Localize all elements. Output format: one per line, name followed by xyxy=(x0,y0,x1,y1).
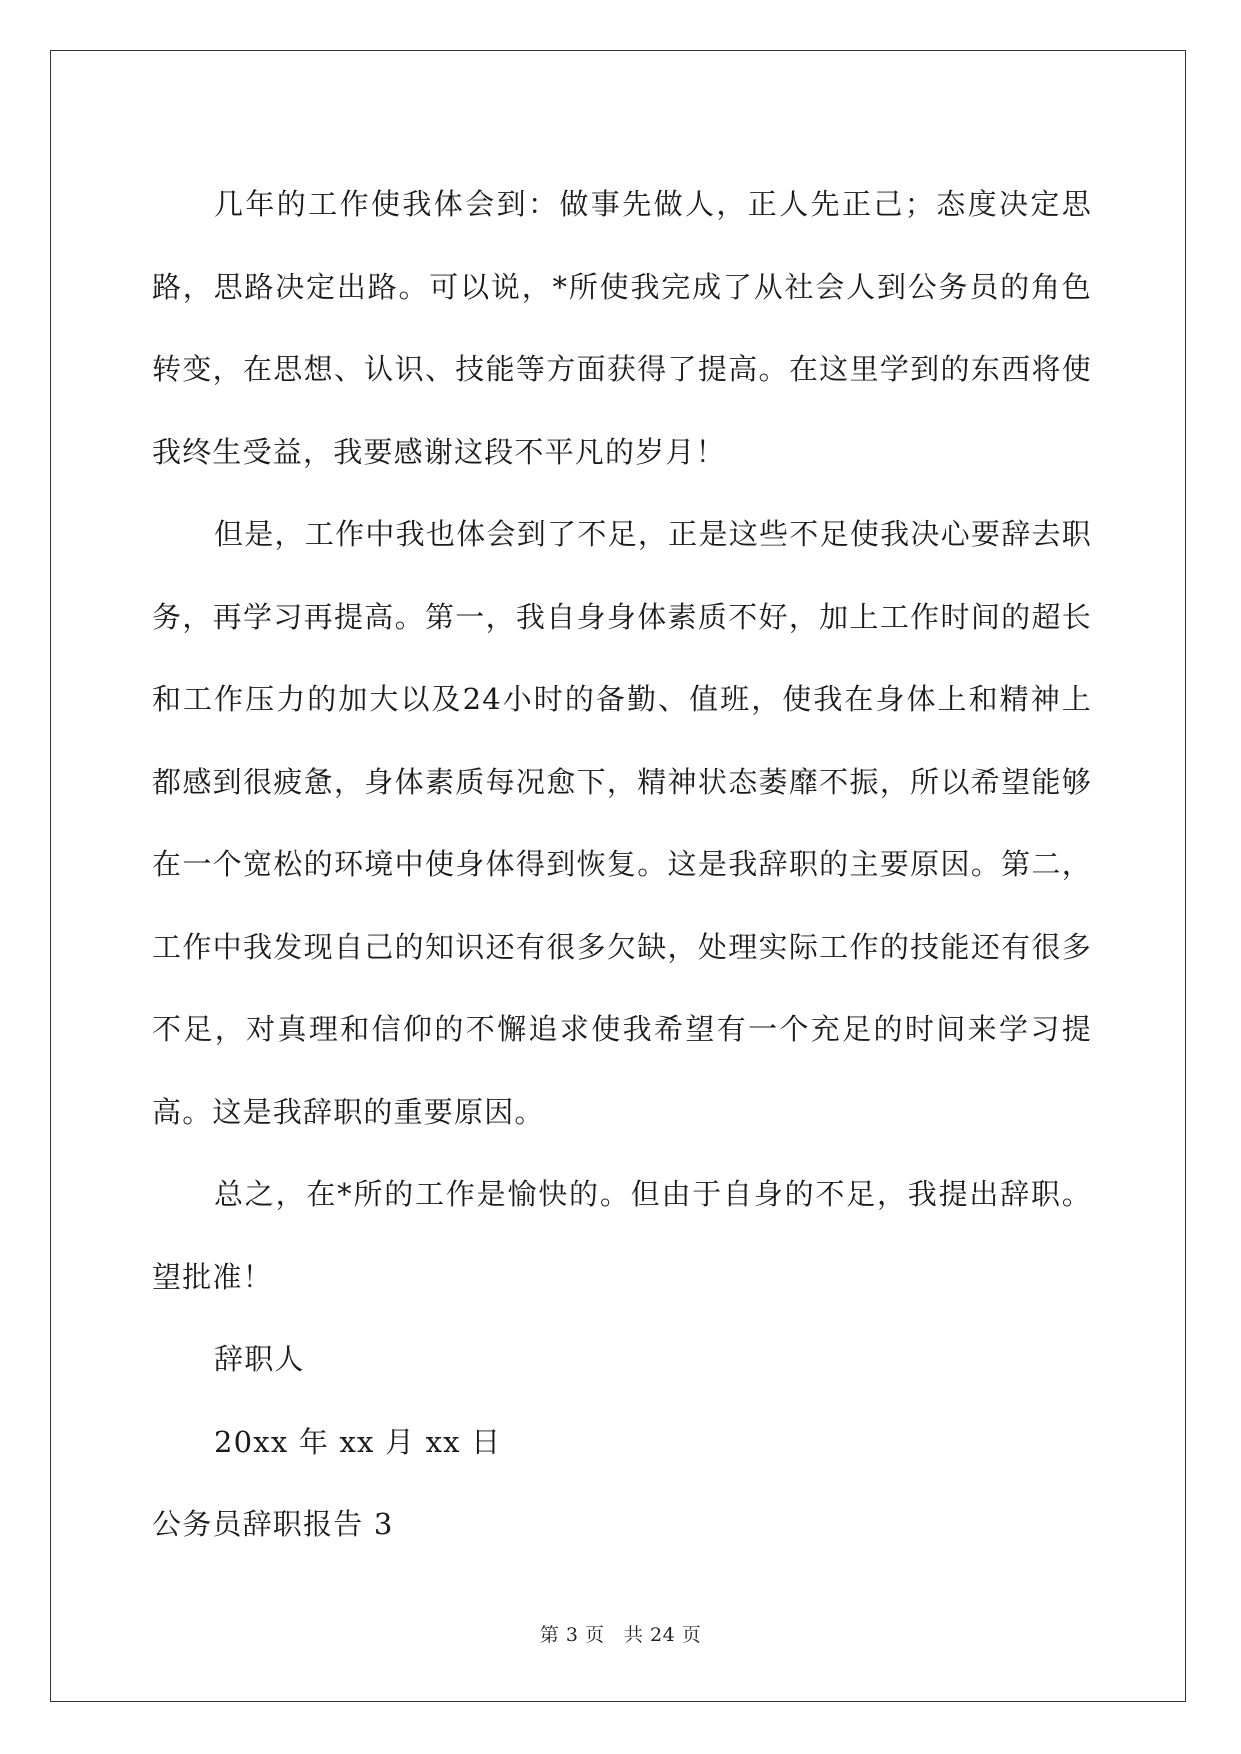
document-body xyxy=(152,163,1092,1566)
next-section-title: 公务员辞职报告 3 xyxy=(152,1507,394,1541)
paragraph-3: 总之，在*所的工作是愉快的。但由于自身的不足，我提出辞职。望批准！ xyxy=(152,1177,1092,1294)
paragraph-2: 但是，工作中我也体会到了不足，正是这些不足使我决心要辞去职务，再学习再提高。第一，我自身身体素质不好，加上工作时间的超长和工作压力的加大以及24小时的备勤、值班，使我在身体上和精神上都感到很疲惫，身体素质每况愈下，精神状态萎靡不振，所以希望能够在一个宽松的环境中使身体得到恢复。这是我辞职的主要原因。第二，工作中我发现自己的知识还有很多欠缺，处理实际工作的技能还有很多不足，对真理和信仰的不懈追求使我希望有一个充足的时间来学习提高。这是我辞职的重要原因。 xyxy=(152,517,1092,1129)
paragraph-1: 几年的工作使我体会到：做事先做人，正人先正己；态度决定思路，思路决定出路。可以说，*所使我完成了从社会人到公务员的角色转变，在思想、认识、技能等方面获得了提高。在这里学到的东西将使我终生受益，我要感谢这段不平凡的岁月！ xyxy=(152,187,1092,469)
date-line: 20xx 年 xx 月 xx 日 xyxy=(214,1424,502,1459)
page-number-footer: 第 3 页 共 24 页 xyxy=(539,1624,702,1646)
signature-line: 辞职人 xyxy=(214,1342,305,1376)
